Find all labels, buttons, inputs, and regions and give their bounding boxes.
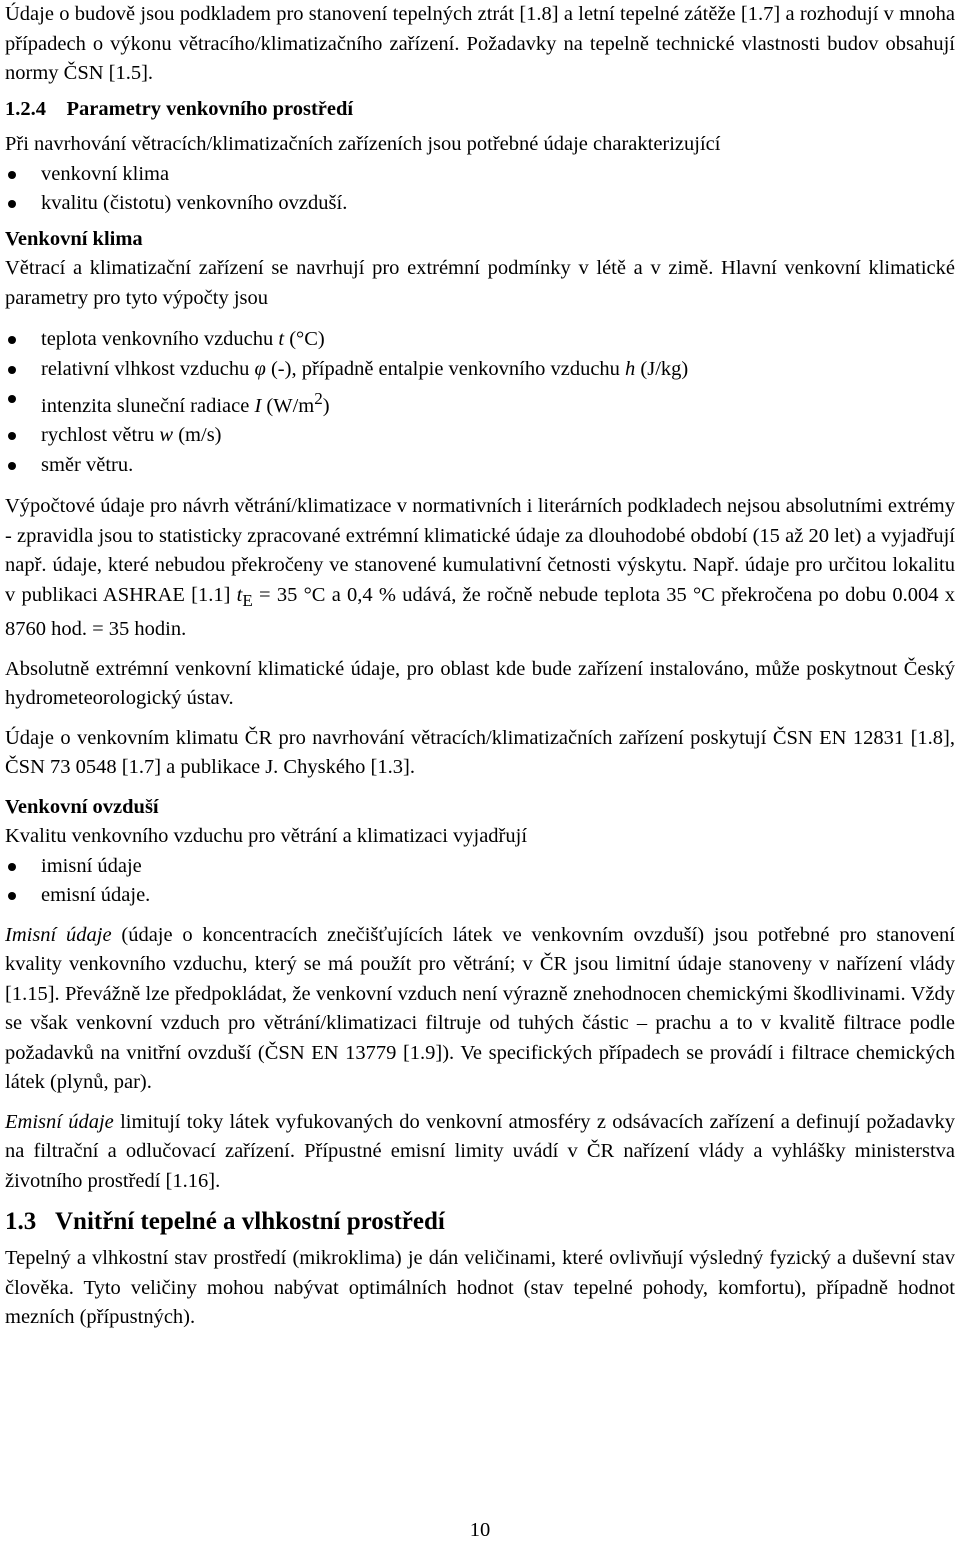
list-item: směr větru. bbox=[5, 451, 955, 481]
section-number: 1.3 bbox=[5, 1208, 37, 1236]
section-number: 1.2.4 bbox=[5, 97, 46, 120]
document-page bbox=[5, 0, 955, 1333]
section-heading-1-3 bbox=[5, 1206, 955, 1238]
list-item: intenzita sluneční radiace I $(W/m^2)$ bbox=[5, 384, 955, 421]
air-quality-list bbox=[5, 852, 955, 911]
list-item: venkovní klima bbox=[5, 160, 955, 190]
list-item: imisní údaje bbox=[5, 852, 955, 882]
imission-paragraph: Imisní údaje (údaje o koncentracích znečišťujících látek ve venkovním ovzduší) jsou potřebné pro stanovení kvality venkovního vzduchu, který se má použít pro větrání; v ČR jsou limitní údaje stanoveny v nařízení vlády [1.15]. Převážně lze předpokládat, že venkovní vzduch není výrazně znehodnocen chemickými škodlivinami. Vždy se však venkovní vzduch pro větrání/klimatizaci filtruje od tuhých částic – prachu a to v kvalitě filtrace podle požadavků na vnitřní ovzduší (ČSN EN 13779 [1.9]). Ve specifických případech se provádí i filtrace chemických látek (plynů, par). bbox=[5, 923, 955, 1094]
climate-sources-paragraph: Údaje o venkovním klimatu ČR pro navrhování větracích/klimatizačních zařízení poskytují ČSN EN 12831 [1.8], ČSN 73 0548 [1.7] a publikace J. Chyského [1.3]. bbox=[5, 726, 955, 779]
intro-paragraph: Údaje o budově jsou podkladem pro stanovení tepelných ztrát [1.8] a letní tepelné zátěže [1.7] a rozhodují v mnoha případech o výkonu větracího/klimatizačního zařízení. Požadavky na tepelně technické vlastnosti budov obsahují normy ČSN [1.5]. bbox=[5, 3, 955, 84]
emission-paragraph: Emisní údaje limitují toky látek vyfukovaných do venkovní atmosféry z odsávacích zařízení a definují požadavky na filtrační a odlučovací zařízení. Přípustné emisní limity uvádí v ČR nařízení vlády a vyhlášky ministerstva životního prostředí [1.16]. bbox=[5, 1110, 955, 1192]
klima-paragraph: Větrací a klimatizační zařízení se navrhují pro extrémní podmínky v létě a v zimě. Hlavní venkovní klimatické parametry pro tyto výpočty jsou bbox=[5, 257, 955, 309]
section-heading-1-2-4 bbox=[5, 95, 955, 125]
parameter-list bbox=[5, 160, 955, 219]
list-item: emisní údaje. bbox=[5, 881, 955, 911]
list-item: rychlost větru w (m/s) bbox=[5, 421, 955, 451]
list-item: relativní vlhkost vzduchu φ (-), případně entalpie venkovního vzduchu h (J/kg) bbox=[5, 355, 955, 385]
subheading-venkovni-klima: Venkovní klima bbox=[5, 227, 143, 250]
section-title: Parametry venkovního prostředí bbox=[66, 97, 354, 120]
extreme-data-paragraph: Absolutně extrémní venkovní klimatické údaje, pro oblast kde bude zařízení instalováno, může poskytnout Český hydrometeorologický ústav. bbox=[5, 657, 955, 710]
section-lead: Při navrhování větracích/klimatizačních zařízeních jsou potřebné údaje charakterizující bbox=[5, 133, 721, 155]
climate-parameter-list bbox=[5, 325, 955, 480]
list-item: kvalitu (čistotu) venkovního ovzduší. bbox=[5, 189, 955, 219]
subheading-venkovni-ovzdusi: Venkovní ovzduší bbox=[5, 795, 159, 818]
page-number: 10 bbox=[469, 1519, 491, 1541]
section-title: Vnitřní tepelné a vlhkostní prostředí bbox=[55, 1208, 445, 1236]
design-data-paragraph: Výpočtové údaje pro návrh větrání/klimatizace v normativních i literárních podkladech nejsou absolutními extrémy - zpravidla jsou to statisticky zpracované extrémní klimatické údaje za dlouhodobé období (15 až 20 let) a vyjadřují např. údaje, které nebudou překročeny ve stanovené kumulativní četnosti výskytu. Např. údaje pro určitou lokalitu v publikaci ASHRAE [1.1] $t_E = 35$ °C a 0,4 % udává, že ročně nebude teplota 35 °C překročena po dobu 0.004 x 8760 hod. = 35 hodin. bbox=[5, 495, 955, 641]
microclimate-paragraph: Tepelný a vlhkostní stav prostředí (mikroklima) je dán veličinami, které ovlivňují výsledný fyzický a duševní stav člověka. Tyto veličiny mohou nabývat optimálních hodnot (stav tepelné pohody, komfortu), případně hodnot mezních (přípustných). bbox=[5, 1247, 955, 1329]
ovzdusi-lead: Kvalitu venkovního vzduchu pro větrání a klimatizaci vyjadřují bbox=[5, 825, 528, 848]
list-item: teplota venkovního vzduchu t (°C) bbox=[5, 325, 955, 355]
